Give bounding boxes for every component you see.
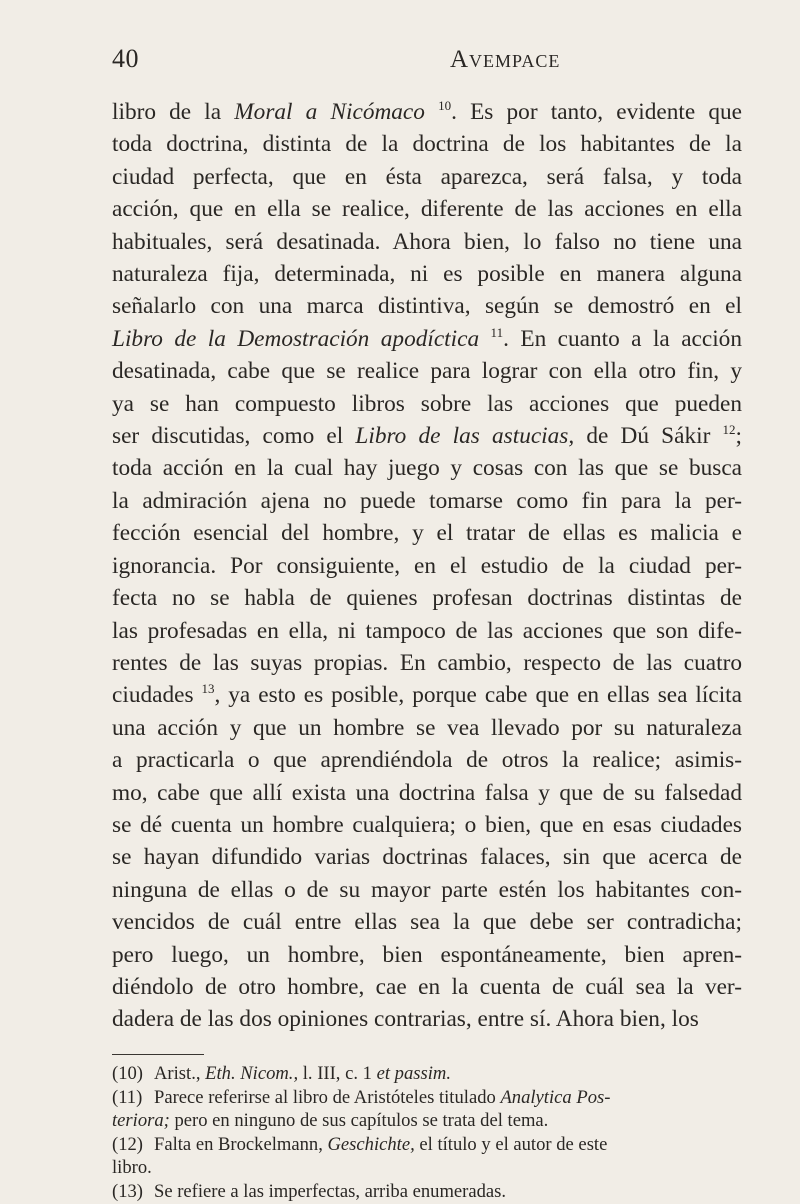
text-run: se dé cuenta un hombre cualquiera; o bien, que en esas ciudades xyxy=(112,811,742,838)
footnote-line xyxy=(112,1156,742,1180)
text-run: Falta en Brockelmann, xyxy=(154,1133,328,1155)
text-run: pero luego, un hombre, bien espontáneamente, bien apren- xyxy=(112,941,742,968)
text-line xyxy=(112,290,742,322)
text-run: rentes de las suyas propias. En cambio, respecto de las cuatro xyxy=(112,649,742,676)
text-run: habituales, será desatinada. Ahora bien, lo falso no tiene una xyxy=(112,228,742,255)
text-line xyxy=(112,1003,742,1035)
text-run: las profesadas en ella, ni tampoco de las acciones que son dife- xyxy=(112,617,742,644)
text-run: ya se han compuesto libros sobre las acciones que pueden xyxy=(112,390,742,417)
text-run: señalarlo con una marca distintiva, según se demostró en el xyxy=(112,293,742,320)
running-head: Avempace xyxy=(450,46,561,73)
text-line xyxy=(112,550,742,582)
footnote-number: (13) xyxy=(112,1180,143,1202)
text-run: ciudades xyxy=(112,682,202,709)
text-run: diéndolo de otro hombre, cae en la cuenta de cuál sea la ver- xyxy=(112,973,742,1000)
footnote-number: (11) xyxy=(112,1086,143,1108)
text-run: vencidos de cuál entre ellas sea la que debe ser contradicha; xyxy=(112,909,742,936)
page-header xyxy=(112,44,742,80)
footnote-ref: 13 xyxy=(201,681,215,697)
text-run: pero en ninguno de sus capítulos se trata del tema. xyxy=(169,1110,549,1132)
text-run: . En cuanto a la acción xyxy=(503,325,742,352)
footnote-ref: 12 xyxy=(722,422,736,438)
text-line xyxy=(112,679,742,711)
footnotes xyxy=(112,1062,742,1204)
italic-text: Eth. Nicom., xyxy=(205,1063,299,1084)
italic-text: Libro de la Demostración apodíctica xyxy=(112,325,480,352)
text-run: una acción y que un hombre se vea llevado por su naturaleza xyxy=(112,714,742,741)
text-run: de Dú Sákir xyxy=(574,423,723,450)
text-run: se hayan difundido varias doctrinas falaces, sin que acerca de xyxy=(112,844,742,871)
text-line xyxy=(112,452,742,484)
text-run xyxy=(479,326,490,352)
italic-text: Analytica Pos- xyxy=(500,1086,611,1108)
text-line xyxy=(112,841,742,873)
text-line xyxy=(112,744,742,776)
text-run: ignorancia. Por consiguiente, en el estudio de la ciudad per- xyxy=(112,552,742,579)
text-line xyxy=(112,777,742,809)
italic-text: Libro de las astucias, xyxy=(355,423,575,450)
text-run: desatinada, cabe que se realice para lograr con ella otro fin, y xyxy=(112,358,742,385)
text-run: mo, cabe que allí exista una doctrina falsa y que de su falsedad xyxy=(112,779,742,806)
text-run: Se refiere a las imperfectas, arriba enumeradas. xyxy=(154,1180,507,1202)
text-line xyxy=(112,193,742,225)
text-line xyxy=(112,517,742,549)
text-line xyxy=(112,128,742,160)
text-line xyxy=(112,226,742,258)
text-line xyxy=(112,906,742,938)
footnote-number: (12) xyxy=(112,1133,143,1155)
text-line xyxy=(112,874,742,906)
text-run: Arist., xyxy=(154,1063,206,1084)
text-run: a practicarla o que aprendiéndola de otros la realice; asimis- xyxy=(112,747,742,774)
text-line xyxy=(112,712,742,744)
text-line xyxy=(112,615,742,647)
text-run: libro. xyxy=(112,1157,152,1179)
text-line xyxy=(112,485,742,517)
text-run: l. III, c. 1 xyxy=(298,1063,377,1084)
text-run: ciudad perfecta, que en ésta aparezca, será falsa, y toda xyxy=(112,163,742,190)
text-line xyxy=(112,355,742,387)
text-run: ; xyxy=(735,423,742,450)
text-run: ser discutidas, como el xyxy=(112,423,356,450)
text-run: toda doctrina, distinta de la doctrina de los habitantes de la xyxy=(112,131,742,158)
text-run: el título y el autor de este xyxy=(414,1133,608,1155)
footnote-line xyxy=(112,1109,742,1133)
body-text xyxy=(112,96,742,1036)
text-line xyxy=(112,647,742,679)
footnote-ref: 10 xyxy=(438,98,452,113)
text-run: la admiración ajena no puede tomarse como fin para la per- xyxy=(112,487,742,514)
italic-text: Geschichte, xyxy=(327,1133,415,1155)
text-run: toda acción en la cual hay juego y cosas con las que se busca xyxy=(112,455,742,482)
page-number: 40 xyxy=(112,44,139,73)
text-line xyxy=(112,161,742,193)
italic-text: teriora; xyxy=(112,1110,170,1132)
text-run: fecta no se habla de quienes profesan doctrinas distintas de xyxy=(112,585,742,612)
text-line xyxy=(112,323,742,355)
text-run: libro de la xyxy=(112,99,235,125)
text-line xyxy=(112,258,742,290)
text-run: naturaleza fija, determinada, ni es posible en manera alguna xyxy=(112,261,742,288)
text-line xyxy=(112,388,742,420)
text-line xyxy=(112,420,742,452)
text-line xyxy=(112,939,742,971)
footnote-ref: 11 xyxy=(490,324,504,340)
footnote-number: (10) xyxy=(112,1063,143,1084)
italic-text: Moral a Nicómaco xyxy=(234,99,425,125)
text-run: Parece referirse al libro de Aristóteles titulado xyxy=(154,1086,501,1108)
text-run: ninguna de ellas o de su mayor parte estén los habitantes con- xyxy=(112,876,742,903)
text-line xyxy=(112,582,742,614)
footnote-line xyxy=(112,1062,742,1086)
text-run: fección esencial del hombre, y el tratar de ellas es malicia e xyxy=(112,520,742,547)
text-run: dadera de las dos opiniones contrarias, entre sí. Ahora bien, los xyxy=(112,1006,699,1033)
text-line xyxy=(112,971,742,1003)
text-run: acción, que en ella se realice, diferente de las acciones en ella xyxy=(112,196,742,223)
text-line xyxy=(112,96,742,128)
footnote-line xyxy=(112,1133,742,1157)
footnote-line xyxy=(112,1180,742,1204)
text-run: , ya esto es posible, porque cabe que en ellas sea lícita xyxy=(214,682,742,709)
text-line xyxy=(112,809,742,841)
footnote-rule xyxy=(112,1054,204,1055)
italic-text: et passim. xyxy=(376,1063,451,1084)
text-run xyxy=(425,99,438,125)
text-run: . Es por tanto, evidente que xyxy=(451,99,742,125)
footnote-line xyxy=(112,1086,742,1110)
